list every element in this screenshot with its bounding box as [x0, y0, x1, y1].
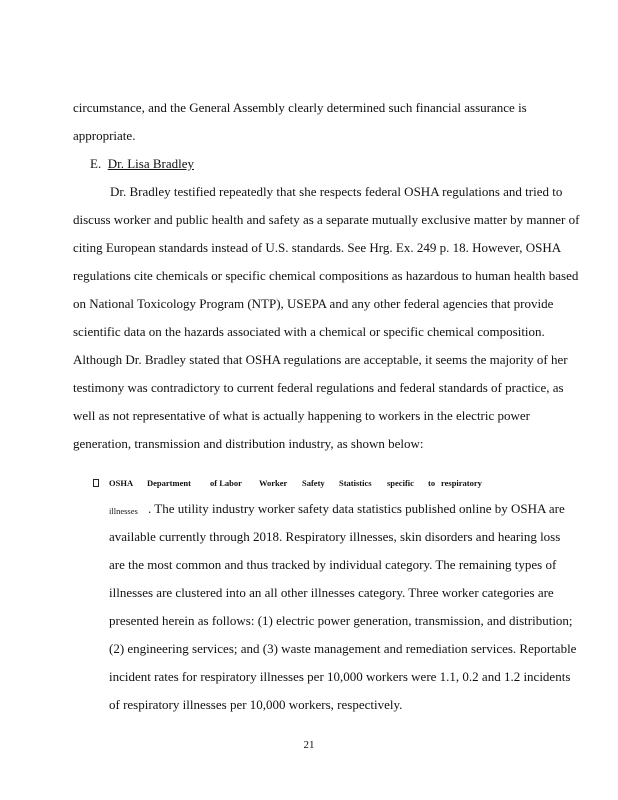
bullet-link-word[interactable]: illnesses [109, 506, 138, 516]
bullet-link-word[interactable]: Safety [302, 478, 325, 488]
section-heading [90, 156, 194, 172]
bullet-link-word[interactable]: Department [147, 478, 191, 488]
bullet-link-word[interactable]: to [428, 478, 436, 488]
paragraph-line: Although Dr. Bradley stated that OSHA regulations are acceptable, it seems the majority of her [73, 352, 568, 367]
section-letter: E. [90, 156, 102, 171]
bullet-text-line: available currently through 2018. Respiratory illnesses, skin disorders and hearing loss [109, 529, 561, 544]
bullet-text-line: are the most common and thus tracked by individual category. The remaining types of [109, 557, 557, 572]
paragraph-line: generation, transmission and distribution industry, as shown below: [73, 436, 424, 451]
paragraph-line: well as not representative of what is actually happening to workers in the electric power [73, 408, 531, 423]
bullet-link-word[interactable]: Statistics [339, 478, 372, 488]
bullet-text-line: of respiratory illnesses per 10,000 workers, respectively. [109, 697, 403, 712]
paragraph-line: circumstance, and the General Assembly clearly determined such financial assurance is [73, 100, 527, 115]
bullet-link-word[interactable]: Worker [259, 478, 288, 488]
bullet-text-line: (2) engineering services; and (3) waste management and remediation services. Reportable [109, 641, 577, 656]
page-number: 21 [303, 739, 315, 751]
paragraph-line: on National Toxicology Program (NTP), USEPA and any other federal agencies that provide [73, 296, 554, 311]
paragraph-line: regulations cite chemicals or specific chemical compositions as hazardous to human health based [73, 268, 579, 283]
paragraph-line: testimony was contradictory to current federal regulations and federal standards of practice, as [73, 380, 564, 395]
bullet-marker-icon [93, 479, 99, 487]
bullet-link-word[interactable]: respiratory [441, 478, 482, 488]
bullet-link-word[interactable]: specific [387, 478, 414, 488]
bullet-link-word[interactable]: OSHA [109, 478, 134, 488]
bullet-text-line: . The utility industry worker safety data statistics published online by OSHA are [148, 501, 565, 516]
paragraph-line: citing European standards instead of U.S. standards. See Hrg. Ex. 249 p. 18. However, OSHA [73, 240, 562, 255]
bullet-text-line: illnesses are clustered into an all other illnesses category. Three worker categories are [109, 585, 554, 600]
paragraph-line: appropriate. [73, 128, 136, 143]
paragraph-line: discuss worker and public health and safety as a separate mutually exclusive matter by manner of [73, 212, 580, 227]
bullet-link-word[interactable]: of Labor [210, 478, 242, 488]
paragraph-line: Dr. Bradley testified repeatedly that she respects federal OSHA regulations and tried to [110, 184, 563, 199]
paragraph-line: scientific data on the hazards associated with a chemical or specific chemical composition. [73, 324, 545, 339]
bullet-text-line: presented herein as follows: (1) electric power generation, transmission, and distribution; [109, 613, 573, 628]
bullet-text-line: incident rates for respiratory illnesses per 10,000 workers were 1.1, 0.2 and 1.2 incidents [109, 669, 571, 684]
section-title: Dr. Lisa Bradley [107, 156, 194, 171]
